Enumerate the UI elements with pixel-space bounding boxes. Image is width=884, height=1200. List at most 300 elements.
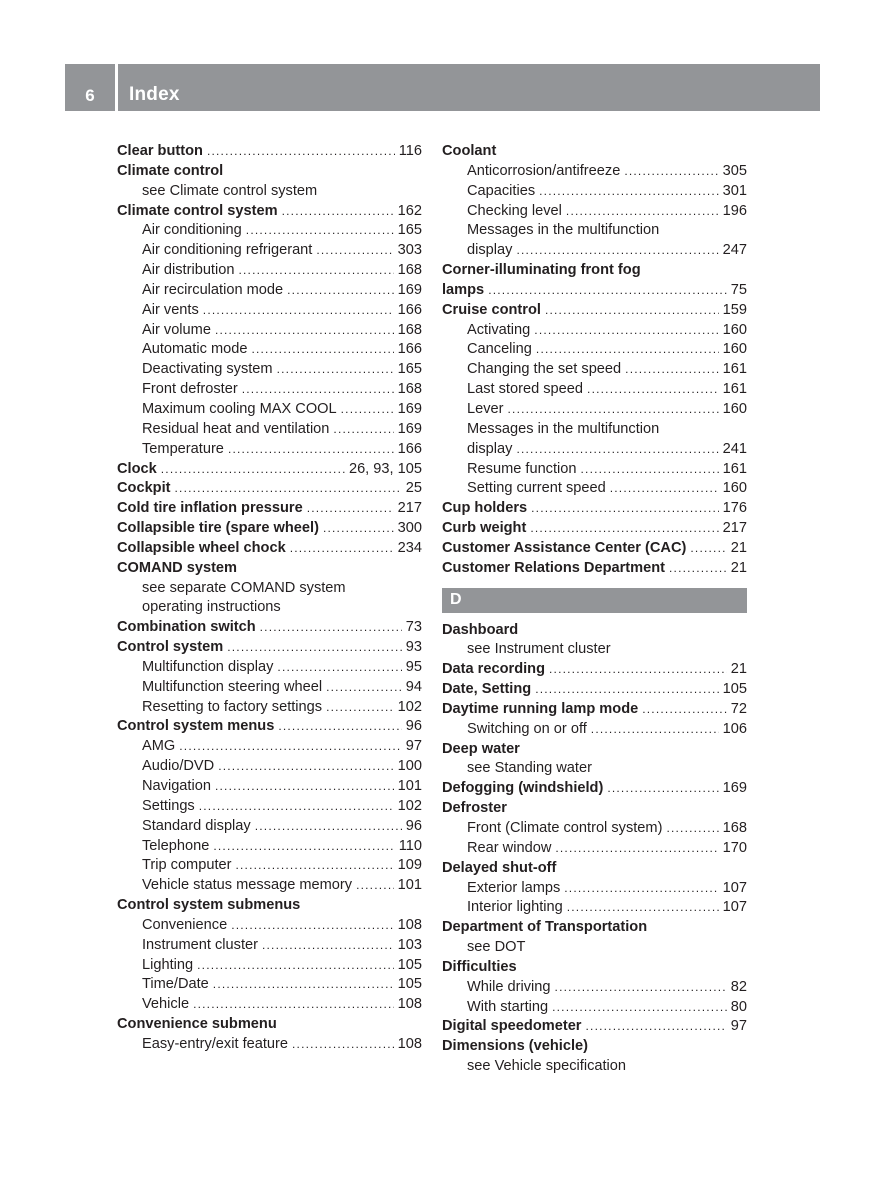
index-entry — [442, 799, 747, 819]
entry-label: Vehicle status message memory — [142, 877, 353, 894]
dot-leader — [555, 839, 718, 859]
index-subentry — [117, 182, 422, 202]
dot-leader — [356, 876, 394, 896]
page-reference[interactable]: 166 — [397, 341, 422, 358]
index-subentry[interactable] — [117, 360, 422, 380]
entry-label: Messages in the multifunction — [467, 222, 660, 239]
entry-label: Deep water — [442, 740, 520, 757]
page-reference[interactable]: 93 — [405, 639, 422, 656]
index-entry — [117, 559, 422, 579]
index-subentry[interactable] — [442, 241, 747, 261]
page-reference[interactable]: 159 — [722, 301, 747, 318]
page-reference[interactable]: 176 — [722, 500, 747, 517]
dot-leader — [666, 819, 718, 839]
dot-leader — [531, 499, 719, 519]
page-reference[interactable]: 102 — [397, 698, 422, 715]
page-reference[interactable]: 169 — [397, 400, 422, 417]
index-column-right — [442, 142, 747, 1077]
section-letter: D — [450, 590, 462, 608]
dot-leader — [260, 618, 402, 638]
dot-leader — [246, 221, 394, 241]
page-reference[interactable]: 103 — [397, 936, 422, 953]
dot-leader — [215, 777, 394, 797]
index-subentry[interactable] — [117, 658, 422, 678]
dot-leader — [213, 975, 394, 995]
dot-leader — [255, 817, 402, 837]
page-reference[interactable]: 166 — [397, 440, 422, 457]
dot-leader — [290, 539, 394, 559]
page-reference[interactable]: 25 — [405, 480, 422, 497]
entry-label: Customer Assistance Center (CAC) — [442, 539, 687, 556]
index-subentry[interactable] — [442, 898, 747, 918]
index-subentry[interactable] — [442, 998, 747, 1018]
page-reference[interactable]: 161 — [722, 460, 747, 477]
dot-leader — [323, 519, 394, 539]
index-subentry[interactable] — [117, 281, 422, 301]
page-reference[interactable]: 80 — [730, 998, 747, 1015]
page-reference[interactable]: 165 — [397, 361, 422, 378]
page-reference[interactable]: 75 — [730, 281, 747, 298]
dot-leader — [642, 700, 727, 720]
entry-label: Multifunction display — [142, 658, 274, 675]
page-reference[interactable]: 21 — [730, 661, 747, 678]
page-header — [65, 64, 820, 111]
page-reference[interactable]: 110 — [398, 837, 422, 854]
page-reference[interactable]: 96 — [405, 817, 422, 834]
entry-label: Convenience submenu — [117, 1016, 277, 1033]
entry-label: Vehicle — [142, 996, 190, 1013]
dot-leader — [277, 360, 394, 380]
page-reference[interactable]: 160 — [722, 321, 747, 338]
page-reference[interactable]: 96 — [405, 718, 422, 735]
dot-leader — [161, 460, 345, 480]
entry-label: While driving — [467, 978, 551, 995]
entry-label: Climate control system — [117, 202, 278, 219]
index-subentry[interactable] — [117, 420, 422, 440]
page-reference[interactable]: 160 — [722, 400, 747, 417]
page-reference[interactable]: 169 — [722, 780, 747, 797]
index-subentry[interactable] — [117, 757, 422, 777]
dot-leader — [287, 281, 394, 301]
dot-leader — [536, 340, 719, 360]
index-subentry[interactable] — [117, 916, 422, 936]
entry-label: With starting — [467, 998, 549, 1015]
entry-label: Checking level — [467, 202, 562, 219]
entry-label: Canceling — [467, 341, 532, 358]
index-entry[interactable] — [442, 499, 747, 519]
entry-label: Department of Transportation — [442, 919, 648, 936]
entry-label: Exterior lamps — [467, 879, 561, 896]
page-reference[interactable]: 168 — [722, 820, 747, 836]
index-subentry[interactable] — [117, 975, 422, 995]
entry-label: Capacities — [467, 182, 536, 199]
page-reference[interactable]: 168 — [397, 262, 422, 279]
page-number-box — [65, 64, 115, 111]
page-reference[interactable]: 161 — [722, 381, 747, 398]
dot-leader — [175, 479, 402, 499]
entry-label: Navigation — [142, 778, 211, 794]
index-entry — [442, 859, 747, 879]
entry-label: Collapsible tire (spare wheel) — [117, 520, 319, 537]
entry-label: Residual heat and ventilation — [142, 420, 330, 437]
index-subentry[interactable] — [117, 936, 422, 956]
index-entry[interactable] — [117, 717, 422, 737]
index-subentry[interactable] — [442, 720, 747, 740]
index-entry[interactable] — [442, 1017, 747, 1037]
entry-label: Air recirculation mode — [142, 281, 284, 298]
index-entry — [117, 896, 422, 916]
dot-leader — [690, 539, 726, 559]
dot-leader — [625, 360, 718, 380]
entry-label: Trip computer — [142, 857, 232, 874]
index-entry[interactable] — [117, 142, 422, 162]
index-subentry[interactable] — [117, 321, 422, 341]
dot-leader — [251, 340, 393, 360]
entry-label: operating instructions — [142, 599, 281, 616]
page-reference[interactable]: 301 — [722, 182, 747, 199]
page-reference[interactable]: 168 — [397, 381, 422, 398]
page-title: Index — [129, 84, 180, 105]
dot-leader — [179, 737, 402, 757]
entry-label: Rear window — [467, 839, 552, 856]
page-reference[interactable]: 247 — [722, 242, 747, 259]
page-reference[interactable]: 97 — [405, 738, 422, 755]
index-subentry[interactable] — [117, 261, 422, 281]
index-subentry — [442, 1057, 747, 1077]
index-subentry[interactable] — [117, 400, 422, 420]
page-reference[interactable]: 161 — [722, 361, 747, 378]
dot-leader — [566, 202, 719, 222]
entry-label: COMAND system — [117, 559, 238, 576]
page-reference[interactable]: 95 — [405, 658, 422, 675]
index-subentry — [442, 759, 747, 779]
page-reference[interactable]: 26, 93, 105 — [348, 460, 422, 477]
dot-leader — [218, 757, 393, 777]
index-subentry[interactable] — [442, 182, 747, 202]
dot-leader — [610, 479, 719, 499]
dot-leader — [607, 779, 718, 799]
page-reference[interactable]: 106 — [722, 720, 747, 737]
dot-leader — [545, 301, 719, 321]
index-entry[interactable] — [442, 301, 747, 321]
entry-label: Instrument cluster — [142, 936, 258, 953]
entry-label: Control system menus — [117, 718, 275, 735]
page-reference[interactable]: 169 — [397, 281, 422, 298]
entry-label: Delayed shut-off — [442, 859, 557, 876]
entry-label: Digital speedometer — [442, 1018, 582, 1035]
entry-label: Cold tire inflation pressure — [117, 500, 303, 517]
entry-label: Settings — [142, 797, 195, 814]
index-entry — [442, 1037, 747, 1057]
index-subentry[interactable] — [117, 777, 422, 797]
index-column-left — [117, 142, 422, 1055]
entry-label: Daytime running lamp mode — [442, 700, 639, 717]
page-reference[interactable]: 21 — [730, 559, 747, 576]
entry-label: Clear button — [117, 143, 203, 159]
index-subentry — [117, 598, 422, 618]
index-entry[interactable] — [117, 539, 422, 559]
index-subentry[interactable] — [442, 978, 747, 998]
page-reference[interactable]: 82 — [730, 978, 747, 995]
index-subentry[interactable] — [442, 819, 747, 839]
dot-leader — [193, 995, 394, 1015]
entry-label: Changing the set speed — [467, 361, 622, 378]
entry-label: Resume function — [467, 460, 577, 477]
dot-leader — [341, 400, 394, 420]
dot-leader — [534, 321, 718, 341]
page-reference[interactable]: 105 — [397, 976, 422, 993]
entry-label: Dimensions (vehicle) — [442, 1038, 588, 1055]
index-subentry[interactable] — [117, 837, 422, 857]
page-reference[interactable]: 300 — [397, 520, 422, 537]
entry-label: Multifunction steering wheel — [142, 678, 323, 695]
entry-label: Air distribution — [142, 262, 235, 279]
page-reference[interactable]: 160 — [722, 480, 747, 497]
index-subentry[interactable] — [442, 340, 747, 360]
page-reference[interactable]: 105 — [722, 681, 747, 698]
dot-leader — [231, 916, 393, 936]
page-reference[interactable]: 168 — [397, 321, 422, 338]
entry-label: Automatic mode — [142, 341, 248, 358]
page-reference[interactable]: 73 — [405, 619, 422, 636]
dot-leader — [549, 660, 727, 680]
entry-label: Deactivating system — [142, 361, 273, 378]
index-entry[interactable] — [442, 539, 747, 559]
dot-leader — [555, 978, 727, 998]
dot-leader — [292, 1035, 394, 1055]
entry-label: Maximum cooling MAX COOL — [142, 400, 337, 417]
dot-leader — [535, 680, 718, 700]
page-reference[interactable]: 116 — [398, 143, 422, 159]
index-subentry[interactable] — [117, 698, 422, 718]
page-reference[interactable]: 108 — [397, 916, 422, 933]
entry-label: see Standing water — [467, 760, 592, 777]
index-subentry[interactable] — [442, 839, 747, 859]
entry-label: Clock — [117, 460, 157, 477]
page-number: 6 — [85, 86, 95, 105]
index-entry[interactable] — [442, 559, 747, 579]
dot-leader — [282, 202, 394, 222]
entry-label: Air conditioning — [142, 222, 242, 239]
index-entry[interactable] — [117, 638, 422, 658]
index-subentry[interactable] — [442, 321, 747, 341]
entry-label: Control system — [117, 639, 224, 656]
index-group-c-continued — [442, 142, 747, 579]
index-subentry[interactable] — [442, 460, 747, 480]
dot-leader — [508, 400, 719, 420]
index-entry[interactable] — [117, 519, 422, 539]
dot-leader — [203, 301, 394, 321]
dot-leader — [516, 440, 718, 460]
entry-label: Corner-illuminating front fog — [442, 262, 641, 279]
index-subentry[interactable] — [117, 678, 422, 698]
index-subentry[interactable] — [117, 817, 422, 837]
entry-label: Temperature — [142, 440, 224, 457]
entry-label: Switching on or off — [467, 720, 587, 737]
index-subentry[interactable] — [442, 202, 747, 222]
entry-label: Messages in the multifunction — [467, 420, 660, 437]
entry-label: see Climate control system — [142, 182, 318, 199]
index-subentry[interactable] — [117, 856, 422, 876]
page-reference[interactable]: 21 — [730, 539, 747, 556]
index-subentry[interactable] — [117, 340, 422, 360]
entry-label: Lever — [467, 400, 504, 417]
entry-label: Collapsible wheel chock — [117, 539, 286, 556]
index-subentry[interactable] — [117, 440, 422, 460]
page-reference[interactable]: 170 — [722, 839, 747, 856]
section-header-d — [442, 588, 747, 613]
entry-label: Telephone — [142, 837, 210, 854]
dot-leader — [199, 797, 394, 817]
entry-label: Setting current speed — [467, 480, 606, 497]
entry-label: Activating — [467, 321, 531, 338]
page-reference[interactable]: 102 — [397, 797, 422, 814]
page-reference[interactable]: 217 — [397, 500, 422, 517]
dot-leader — [586, 1017, 727, 1037]
index-entry[interactable] — [442, 700, 747, 720]
entry-label: display — [467, 440, 513, 457]
index-subentry[interactable] — [117, 876, 422, 896]
entry-label: display — [467, 242, 513, 259]
dot-leader — [587, 380, 719, 400]
index-subentry[interactable] — [117, 380, 422, 400]
entry-label: Control system submenus — [117, 897, 301, 914]
page-reference[interactable]: 100 — [397, 758, 422, 775]
dot-leader — [238, 261, 393, 281]
entry-label: Air vents — [142, 301, 199, 318]
index-subentry[interactable] — [117, 797, 422, 817]
entry-label: Lighting — [142, 956, 194, 973]
dot-leader — [227, 638, 402, 658]
dot-leader — [228, 440, 394, 460]
dot-leader — [242, 380, 394, 400]
page-reference[interactable]: 160 — [722, 341, 747, 358]
dot-leader — [624, 162, 718, 182]
index-entry[interactable] — [442, 519, 747, 539]
index-subentry[interactable] — [442, 380, 747, 400]
index-entry — [442, 261, 747, 281]
index-subentry — [117, 579, 422, 599]
page-reference[interactable]: 108 — [397, 996, 422, 1013]
page-reference[interactable]: 94 — [405, 678, 422, 695]
index-entry[interactable] — [442, 779, 747, 799]
entry-label: Dashboard — [442, 621, 519, 638]
index-subentry[interactable] — [442, 879, 747, 899]
entry-label: Easy-entry/exit feature — [142, 1035, 289, 1052]
entry-label: Air volume — [142, 321, 211, 338]
dot-leader — [591, 720, 719, 740]
index-entry[interactable] — [117, 618, 422, 638]
page-reference[interactable]: 101 — [397, 877, 422, 894]
index-subentry — [442, 420, 747, 440]
dot-leader — [277, 658, 401, 678]
entry-label: lamps — [442, 281, 485, 298]
entry-label: Climate control — [117, 162, 224, 179]
dot-leader — [530, 519, 718, 539]
page-reference[interactable]: 166 — [397, 301, 422, 318]
page-reference[interactable]: 234 — [397, 539, 422, 556]
index-entry[interactable] — [117, 479, 422, 499]
entry-label: see separate COMAND system — [142, 579, 346, 596]
entry-label: see Vehicle specification — [467, 1058, 627, 1075]
index-subentry[interactable] — [117, 737, 422, 757]
page-reference[interactable]: 108 — [397, 1035, 422, 1052]
dot-leader — [669, 559, 727, 579]
dot-leader — [235, 856, 393, 876]
index-subentry[interactable] — [117, 995, 422, 1015]
index-entry — [442, 918, 747, 938]
index-entry[interactable] — [442, 660, 747, 680]
index-group-d — [442, 621, 747, 1077]
entry-label: Interior lighting — [467, 899, 563, 916]
page-reference[interactable]: 107 — [722, 879, 747, 896]
page-reference[interactable]: 105 — [397, 956, 422, 973]
entry-label: Cup holders — [442, 500, 528, 517]
index-entry[interactable] — [117, 460, 422, 480]
index-entry[interactable] — [442, 680, 747, 700]
page-reference[interactable]: 72 — [730, 700, 747, 717]
index-entry — [442, 958, 747, 978]
entry-label: Curb weight — [442, 520, 527, 537]
index-subentry — [442, 640, 747, 660]
page-reference[interactable]: 217 — [722, 520, 747, 537]
page-reference[interactable]: 241 — [722, 440, 747, 457]
index-subentry[interactable] — [442, 479, 747, 499]
page-reference[interactable]: 169 — [397, 420, 422, 437]
index-subentry — [442, 938, 747, 958]
index-subentry[interactable] — [117, 956, 422, 976]
page-reference[interactable]: 101 — [397, 778, 422, 794]
index-entry[interactable] — [442, 281, 747, 301]
index-entry[interactable] — [117, 202, 422, 222]
index-subentry[interactable] — [442, 162, 747, 182]
page-reference[interactable]: 305 — [722, 162, 747, 179]
dot-leader — [567, 898, 719, 918]
index-subentry[interactable] — [117, 301, 422, 321]
page-reference[interactable]: 107 — [722, 899, 747, 916]
entry-label: Audio/DVD — [142, 758, 215, 775]
index-entry — [442, 740, 747, 760]
entry-label: Time/Date — [142, 976, 209, 993]
page-reference[interactable]: 162 — [397, 202, 422, 219]
entry-label: Cockpit — [117, 480, 171, 497]
entry-label: Combination switch — [117, 619, 256, 636]
entry-label: see Instrument cluster — [467, 641, 611, 658]
dot-leader — [564, 879, 718, 899]
index-subentry[interactable] — [442, 440, 747, 460]
dot-leader — [581, 460, 719, 480]
page-reference[interactable]: 97 — [730, 1018, 747, 1035]
index-subentry[interactable] — [117, 221, 422, 241]
entry-label: Front defroster — [142, 381, 238, 398]
index-subentry[interactable] — [442, 400, 747, 420]
index-entry[interactable] — [117, 499, 422, 519]
entry-label: Front (Climate control system) — [467, 820, 663, 836]
dot-leader — [326, 678, 402, 698]
title-box — [118, 64, 820, 111]
page-reference[interactable]: 165 — [397, 222, 422, 239]
dot-leader — [207, 142, 395, 162]
page-reference[interactable]: 109 — [397, 857, 422, 874]
index-subentry[interactable] — [442, 360, 747, 380]
index-subentry[interactable] — [117, 1035, 422, 1055]
index-subentry[interactable] — [117, 241, 422, 261]
page-reference[interactable]: 303 — [397, 242, 422, 259]
dot-leader — [316, 241, 393, 261]
page-reference[interactable]: 196 — [722, 202, 747, 219]
index-entry — [117, 162, 422, 182]
entry-label: Convenience — [142, 916, 228, 933]
